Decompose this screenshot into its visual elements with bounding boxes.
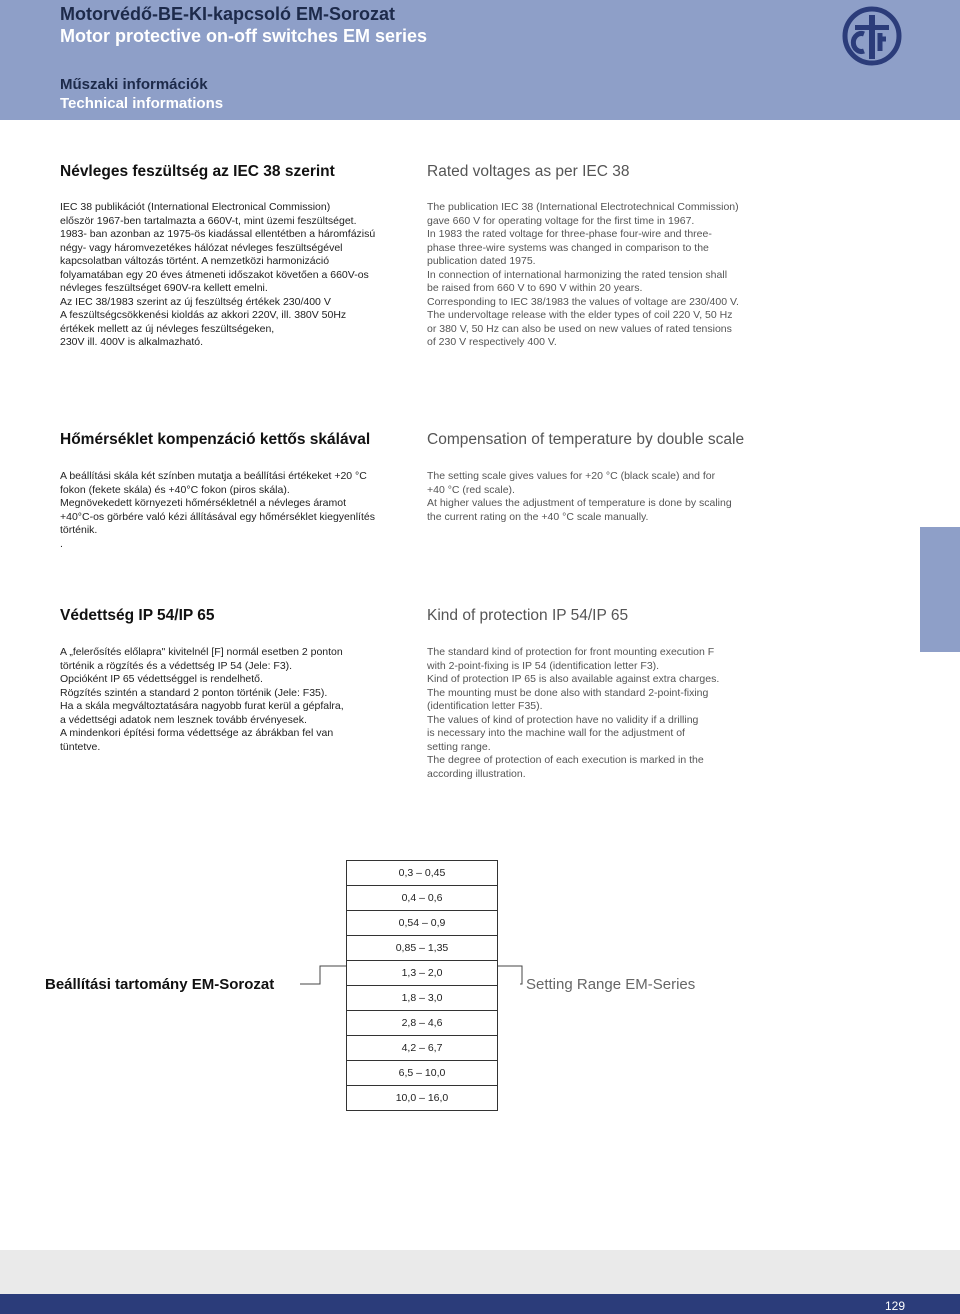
title-hu: Motorvédő-BE-KI-kapcsoló EM-Sorozat [60,4,396,24]
footer-shade [0,1250,960,1294]
setting-range-label-en: Setting Range EM-Series [526,976,696,993]
page-footer [0,1294,960,1314]
section-text-temperature-hu: A beállítási skála két színben mutatja a beállítási értékeket +20 °C fokon (fekete skála) és +40°C fokon (piros skála). Megnövekedett környezeti hőmérsékletnél a névleges áramot +40°C-os görbére való kézi állításával egy hőmérséklet kiegyenlítés történik. . [60,470,375,550]
section-text-voltage-hu: IEC 38 publikációt (International Electronical Commission) először 1967-ben tartalmazta a 660V-t, mint üzemi feszültséget. 1983- ban azonban az 1975-ös kiadással ellentétben a háromfázisú négy- vagy háromvezetékes hálózat névleges feszültségével kapcsolatban változás történt. A nemzetközi harmonizáció folyamatában egy 20 éves átmeneti időszakot követően a 660V-os névleges feszültséget 690V-ra kellett emelni. Az IEC 38/1983 szerint az új feszültség értékek 230/400 V A feszültségcsökkenési kioldás az akkori 220V, ill. 380V 50Hz értékek mellett az új névleges feszültségeken, 230V ill. 400V is alkalmazható. [60,201,376,348]
range-cell: 4,2 – 6,7 [347,1036,498,1061]
range-cell: 10,0 – 16,0 [347,1086,498,1111]
title-en: Motor protective on-off switches EM series [60,26,428,46]
section-title-voltage-en: Rated voltages as per IEC 38 [427,163,630,180]
section-text-temperature-en: The setting scale gives values for +20 °C (black scale) and for +40 °C (red scale). At higher values the adjustment of temperature is done by scaling the current rating on the +40 °C scale manually. [427,470,732,523]
range-cell: 0,85 – 1,35 [347,936,498,961]
range-cell: 6,5 – 10,0 [347,1061,498,1086]
section-text-voltage-en: The publication IEC 38 (International Electrotechnical Commission) gave 660 V for operating voltage for the first time in 1967. In 1983 the rated voltage for three-phase four-wire and three- phase three-wire systems was changed in comparison to the publication dated 1975. In connection of international harmonizing the rated tension shall be raised from 660 V to 690 V within 20 years. Corresponding to IEC 38/1983 the values of voltage are 230/400 V. The undervoltage release with the elder types of coil 220 V, 50 Hz or 380 V, 50 Hz can also be used on new values of rated tensions of 230 V respectively 400 V. [427,201,739,348]
range-cell: 1,8 – 3,0 [347,986,498,1011]
section-title-protection-en: Kind of protection IP 54/IP 65 [427,607,629,624]
section-title-voltage-hu: Névleges feszültség az IEC 38 szerint [60,163,335,180]
page-header [0,0,960,120]
page-number: 129 [884,1299,905,1313]
setting-range-label-hu: Beállítási tartomány EM-Sorozat [45,976,275,993]
subtitle-hu: Műszaki információk [60,76,208,93]
section-text-protection-en: The standard kind of protection for front mounting execution F with 2-point-fixing is IP 54 (identification letter F3). Kind of protection IP 65 is also available against extra charges. The mounting must be done also with standard 2-point-fixing (identification letter F35). The values of kind of protection have no validity if a drilling is necessary into the machine wall for the adjustment of setting range. The degree of protection of each execution is marked in the according illustration. [427,646,720,780]
side-tab-marker [920,527,960,652]
section-text-protection-hu: A „felerősítés előlapra" kivitelnél [F] normál esetben 2 ponton történik a rögzítés és a védettség IP 54 (Jele: F3). Opcióként IP 65 védettséggel is rendelhető. Rögzítés szintén a standard 2 ponton történik (Jele: F35). Ha a skála megváltoztatására nagyobb furat kerül a gépfalra, a védettségi adatok nem lesznek tovább érvényesek. A mindenkori építési forma védettsége az ábrákban fel van tüntetve. [60,646,344,753]
range-cell: 1,3 – 2,0 [347,961,498,986]
subtitle-en: Technical informations [60,95,224,112]
range-cell: 0,4 – 0,6 [347,886,498,911]
range-cell: 0,3 – 0,45 [347,861,498,886]
section-title-temperature-hu: Hőmérséklet kompenzáció kettős skálával [60,431,371,448]
company-logo-icon [842,5,902,67]
range-cell: 2,8 – 4,6 [347,1011,498,1036]
section-title-temperature-en: Compensation of temperature by double scale [427,431,745,448]
range-cell: 0,54 – 0,9 [347,911,498,936]
section-title-protection-hu: Védettség IP 54/IP 65 [60,607,215,624]
